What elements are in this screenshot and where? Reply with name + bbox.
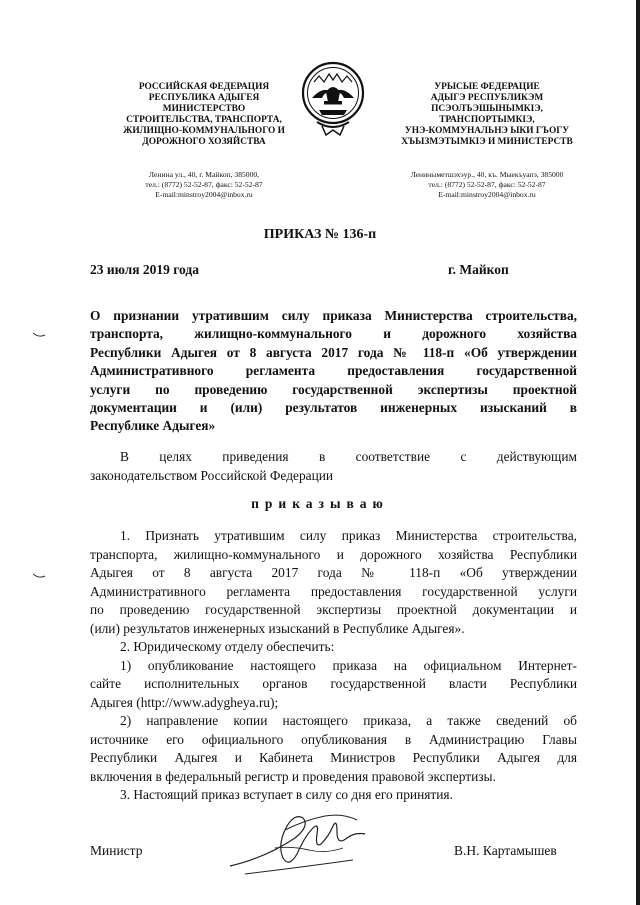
preamble: В целях приведения в соответствие с действующим законодательством Российской Федерации — [90, 449, 577, 483]
handwritten-signature — [225, 808, 375, 880]
paragraph-1-line: Административного регламента предоставления государственной услуги — [90, 583, 577, 599]
paragraph-2-2-line: источнике его официального опубликования в Администрацию Главы — [90, 731, 577, 747]
paragraph-1-line: 1. Признать утратившим силу приказ Министерства строительства, — [120, 528, 577, 543]
paragraph-2-2-line: включения в федеральный регистр и проведения правовой экспертизы. — [90, 768, 496, 784]
signer-name: В.Н. Картамышев — [454, 843, 557, 858]
header-left-org: РОССИЙСКАЯ ФЕДЕРАЦИЯ РЕСПУБЛИКА АДЫГЕЯ МИНИСТЕРСТВО СТРОИТЕЛЬСТВА, ТРАНСПОРТА, ЖИЛИЩНО-КОММУНАЛЬНОГО И ДОРОЖНОГО ХОЗЯЙСТВА — [123, 82, 285, 147]
signer-role: Министр — [90, 843, 143, 858]
paragraph-1-line: (или) результатов инженерных изысканий в Республике Адыгея». — [90, 620, 465, 636]
prikazyvayu-heading: приказываю — [251, 496, 389, 511]
margin-mark-icon — [32, 332, 46, 338]
order-subject: О признании утратившим силу приказа Министерства строительства, транспорта, жилищно-коммунального и дорожного хозяйства Республики Адыгея от 8 августа 2017 года № 118-п «Об утверждении Административного регламента предоставления государственной услуги по проведению государственной экспертизы проектной документации и (или) результатов инженерных изысканий в Республике Адыгея» — [90, 308, 577, 434]
header-left-address: Ленина ул., 40, г. Майкоп, 385000, тел.: (8772) 52-52-87, факс: 52-52-87 E-mail:minstroy2004@inbox.ru — [145, 170, 263, 199]
order-body — [90, 527, 577, 805]
paragraph-2: 2. Юридическому отделу обеспечить: — [120, 639, 335, 654]
header-right-org: УРЫСЫЕ ФЕДЕРАЦИЕ АДЫГЭ РЕСПУБЛИКЭМ ПСЭОЛЪЭШЫНЫМКIЭ, ТРАНСПОРТЫМКIЭ, УНЭ-КОММУНАЛЬНЭ ЫКИ ГЪОГУ ХЪЫЗМЭТЫМКIЭ И МИНИСТЕРСТВ — [401, 82, 573, 147]
order-date: 23 июля 2019 года — [90, 262, 199, 277]
paragraph-1-line: транспорта, жилищно-коммунального и дорожного хозяйства Республики — [90, 546, 577, 562]
order-title: ПРИКАЗ № 136-п — [263, 227, 377, 242]
paragraph-2-2-line: 2) направление копии настоящего приказа, а также сведений об — [120, 713, 577, 728]
paragraph-2-2-line: Республики Адыгея и Кабинета Министров Республики Адыгея для — [90, 750, 577, 765]
scan-edge — [636, 0, 640, 905]
order-city: г. Майкоп — [448, 262, 509, 277]
paragraph-1-line: по проведению государственной экспертизы проектной документации и — [90, 602, 577, 617]
paragraph-2-1-line: 1) опубликование настоящего приказа на официальном Интернет- — [120, 657, 577, 673]
margin-mark-icon — [32, 573, 46, 579]
header-right-address: Лениныметшэхэур., 40, къ. Мыекъуапэ, 385000 тел.: (8772) 52-52-87, факс: 52-52-87 E-mail:minstroy2004@inbox.ru — [410, 170, 564, 199]
paragraph-2-1-line: Адыгея (http://www.adygheya.ru); — [90, 694, 279, 710]
paragraph-2-1-line: сайте исполнительных органов государственной власти Республики — [90, 676, 577, 691]
paragraph-1-line: Адыгея от 8 августа 2017 года № 118-п «Об утверждении — [90, 565, 577, 580]
coat-of-arms-emblem-icon — [300, 60, 366, 138]
paragraph-3: 3. Настоящий приказ вступает в силу со дня его принятия. — [120, 787, 453, 802]
